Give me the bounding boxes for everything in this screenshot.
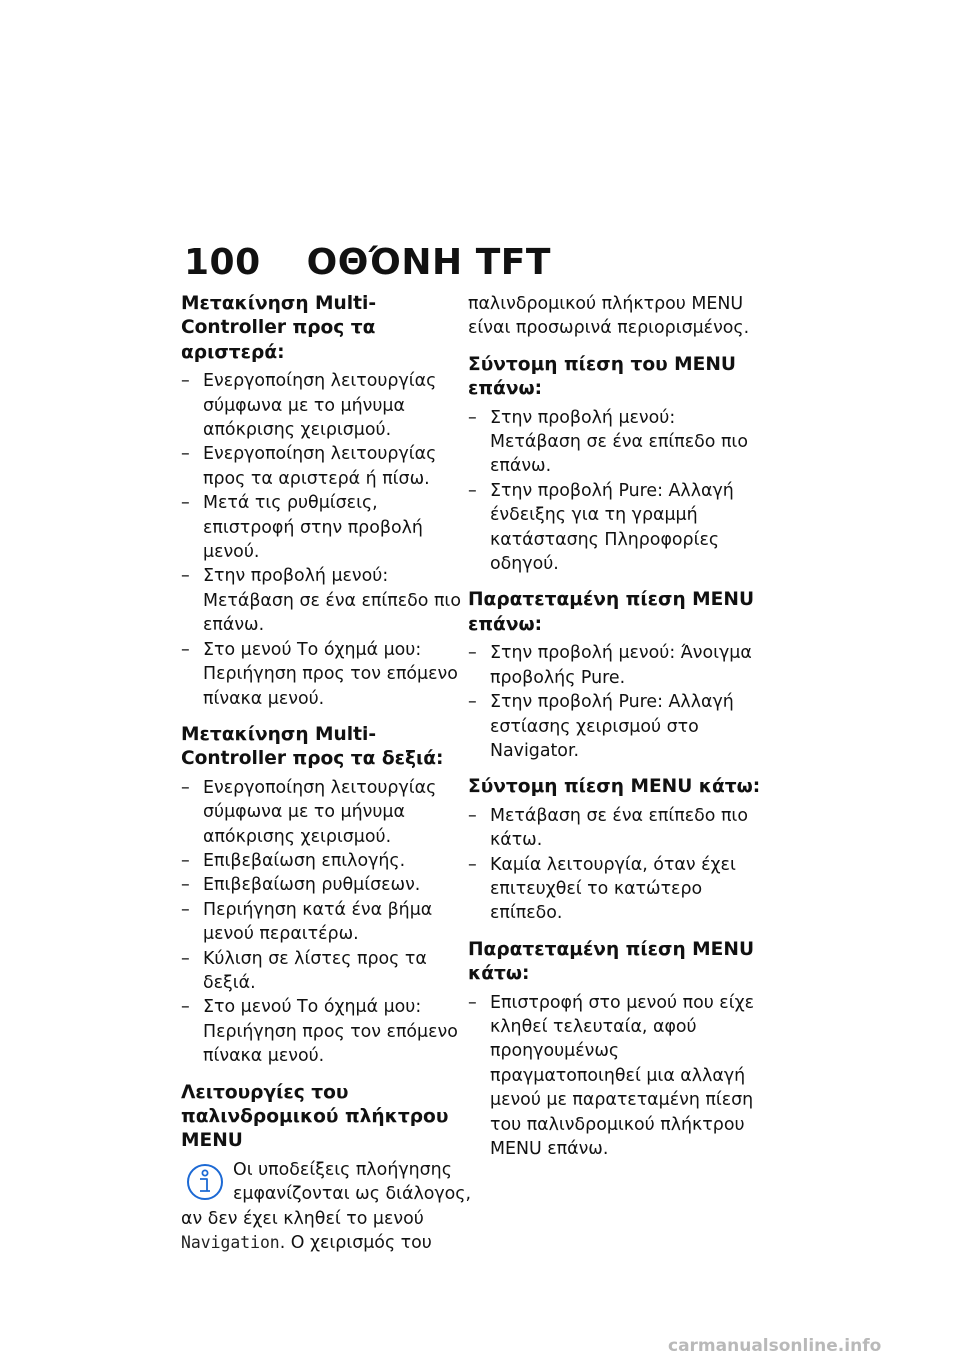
section-multicontroller-right [181, 723, 473, 1069]
list-item: – Στο μενού Το όχημά μου: Περιήγηση προς τον επόμενο πίνακα μενού. [181, 995, 473, 1068]
section-heading: Σύντομη πίεση του MENU επάνω: [468, 353, 736, 400]
page-header [184, 242, 551, 283]
left-column [181, 292, 473, 1255]
list-item: – Κύλιση σε λίστες προς τα δεξιά. [181, 947, 473, 996]
section-menu-rocker [181, 1081, 473, 1256]
page-title: ΟΘΌΝΗ TFT [306, 242, 551, 283]
list-item: – Επιβεβαίωση επιλογής. [181, 849, 473, 873]
section-heading: Λειτουργίες του παλινδρομικού πλήκτρου MENU [181, 1081, 449, 1152]
list-item: – Στην προβολή Pure: Αλλαγή εστίασης χειρισμού στο Navigator. [468, 690, 768, 763]
list-item: – Μετάβαση σε ένα επίπεδο πιο κάτω. [468, 804, 768, 853]
list-item: – Στην προβολή μενού: Άνοιγμα προβολής Pure. [468, 641, 768, 690]
list-item: – Στο μενού Το όχημά μου: Περιήγηση προς τον επόμενο πίνακα μενού. [181, 638, 473, 711]
bullet-list [181, 369, 473, 711]
list-item: – Στην προβολή μενού: Μετάβαση σε ένα επίπεδο πιο επάνω. [181, 564, 473, 637]
bullet-list [468, 641, 768, 763]
list-item: – Ενεργοποίηση λειτουργίας σύμφωνα με το μήνυμα απόκρισης χειρισμού. [181, 369, 473, 442]
bullet-list [468, 991, 768, 1162]
right-column [468, 292, 768, 1173]
list-item: – Ενεργοποίηση λειτουργίας σύμφωνα με το μήνυμα απόκρισης χειρισμού. [181, 776, 473, 849]
bullet-list [181, 776, 473, 1069]
section-heading: Παρατεταμένη πίεση MENU επάνω: [468, 589, 755, 635]
list-item: – Επιστροφή στο μενού που είχε κληθεί τελευταία, αφού προηγουμένως πραγματοποιηθεί μια αλλαγή μενού με παρατεταμένη πίεση του παλινδρομικού πλήκτρου MENU επάνω. [468, 991, 768, 1162]
watermark: carmanualsonline.info [668, 1336, 882, 1356]
list-item: – Στην προβολή μενού: Μετάβαση σε ένα επίπεδο πιο επάνω. [468, 406, 768, 479]
section-heading: Σύντομη πίεση MENU κάτω: [468, 776, 761, 798]
list-item: – Μετά τις ρυθμίσεις, επιστροφή στην προβολή μενού. [181, 491, 473, 564]
info-icon [185, 1162, 225, 1202]
list-item: – Περιήγηση κατά ένα βήμα μενού περαιτέρω. [181, 898, 473, 947]
section-heading: Μετακίνηση Multi-Controller προς τα αριστερά: [181, 293, 377, 363]
page-number: 100 [184, 242, 261, 283]
bullet-list [468, 406, 768, 577]
section-heading: Μετακίνηση Multi-Controller προς τα δεξιά: [181, 723, 444, 770]
note-code: Navigation [181, 1233, 280, 1253]
list-item: – Καμία λειτουργία, όταν έχει επιτευχθεί το κατώτερο επίπεδο. [468, 853, 768, 926]
section-multicontroller-left [181, 292, 473, 711]
list-item: – Επιβεβαίωση ρυθμίσεων. [181, 873, 473, 897]
section-long-press-up [468, 588, 768, 763]
note-body: Οι υποδείξεις πλοήγησης εμφανίζονται ως διάλογος, αν δεν έχει κληθεί το μενού [181, 1159, 472, 1229]
bullet-list [468, 804, 768, 926]
section-short-press-up [468, 353, 768, 577]
note-tail: . Ο χειρισμός του [279, 1233, 432, 1254]
section-heading: Παρατεταμένη πίεση MENU κάτω: [468, 938, 755, 985]
section-long-press-down [468, 938, 768, 1162]
info-note [181, 1158, 473, 1256]
continuation-text: παλινδρομικού πλήκτρου MENU είναι προσωρινά περιορισμένος. [468, 294, 750, 339]
list-item: – Ενεργοποίηση λειτουργίας προς τα αριστερά ή πίσω. [181, 442, 473, 491]
section-short-press-down [468, 775, 768, 925]
list-item: – Στην προβολή Pure: Αλλαγή ένδειξης για τη γραμμή κατάστασης Πληροφορίες οδηγού. [468, 479, 768, 577]
